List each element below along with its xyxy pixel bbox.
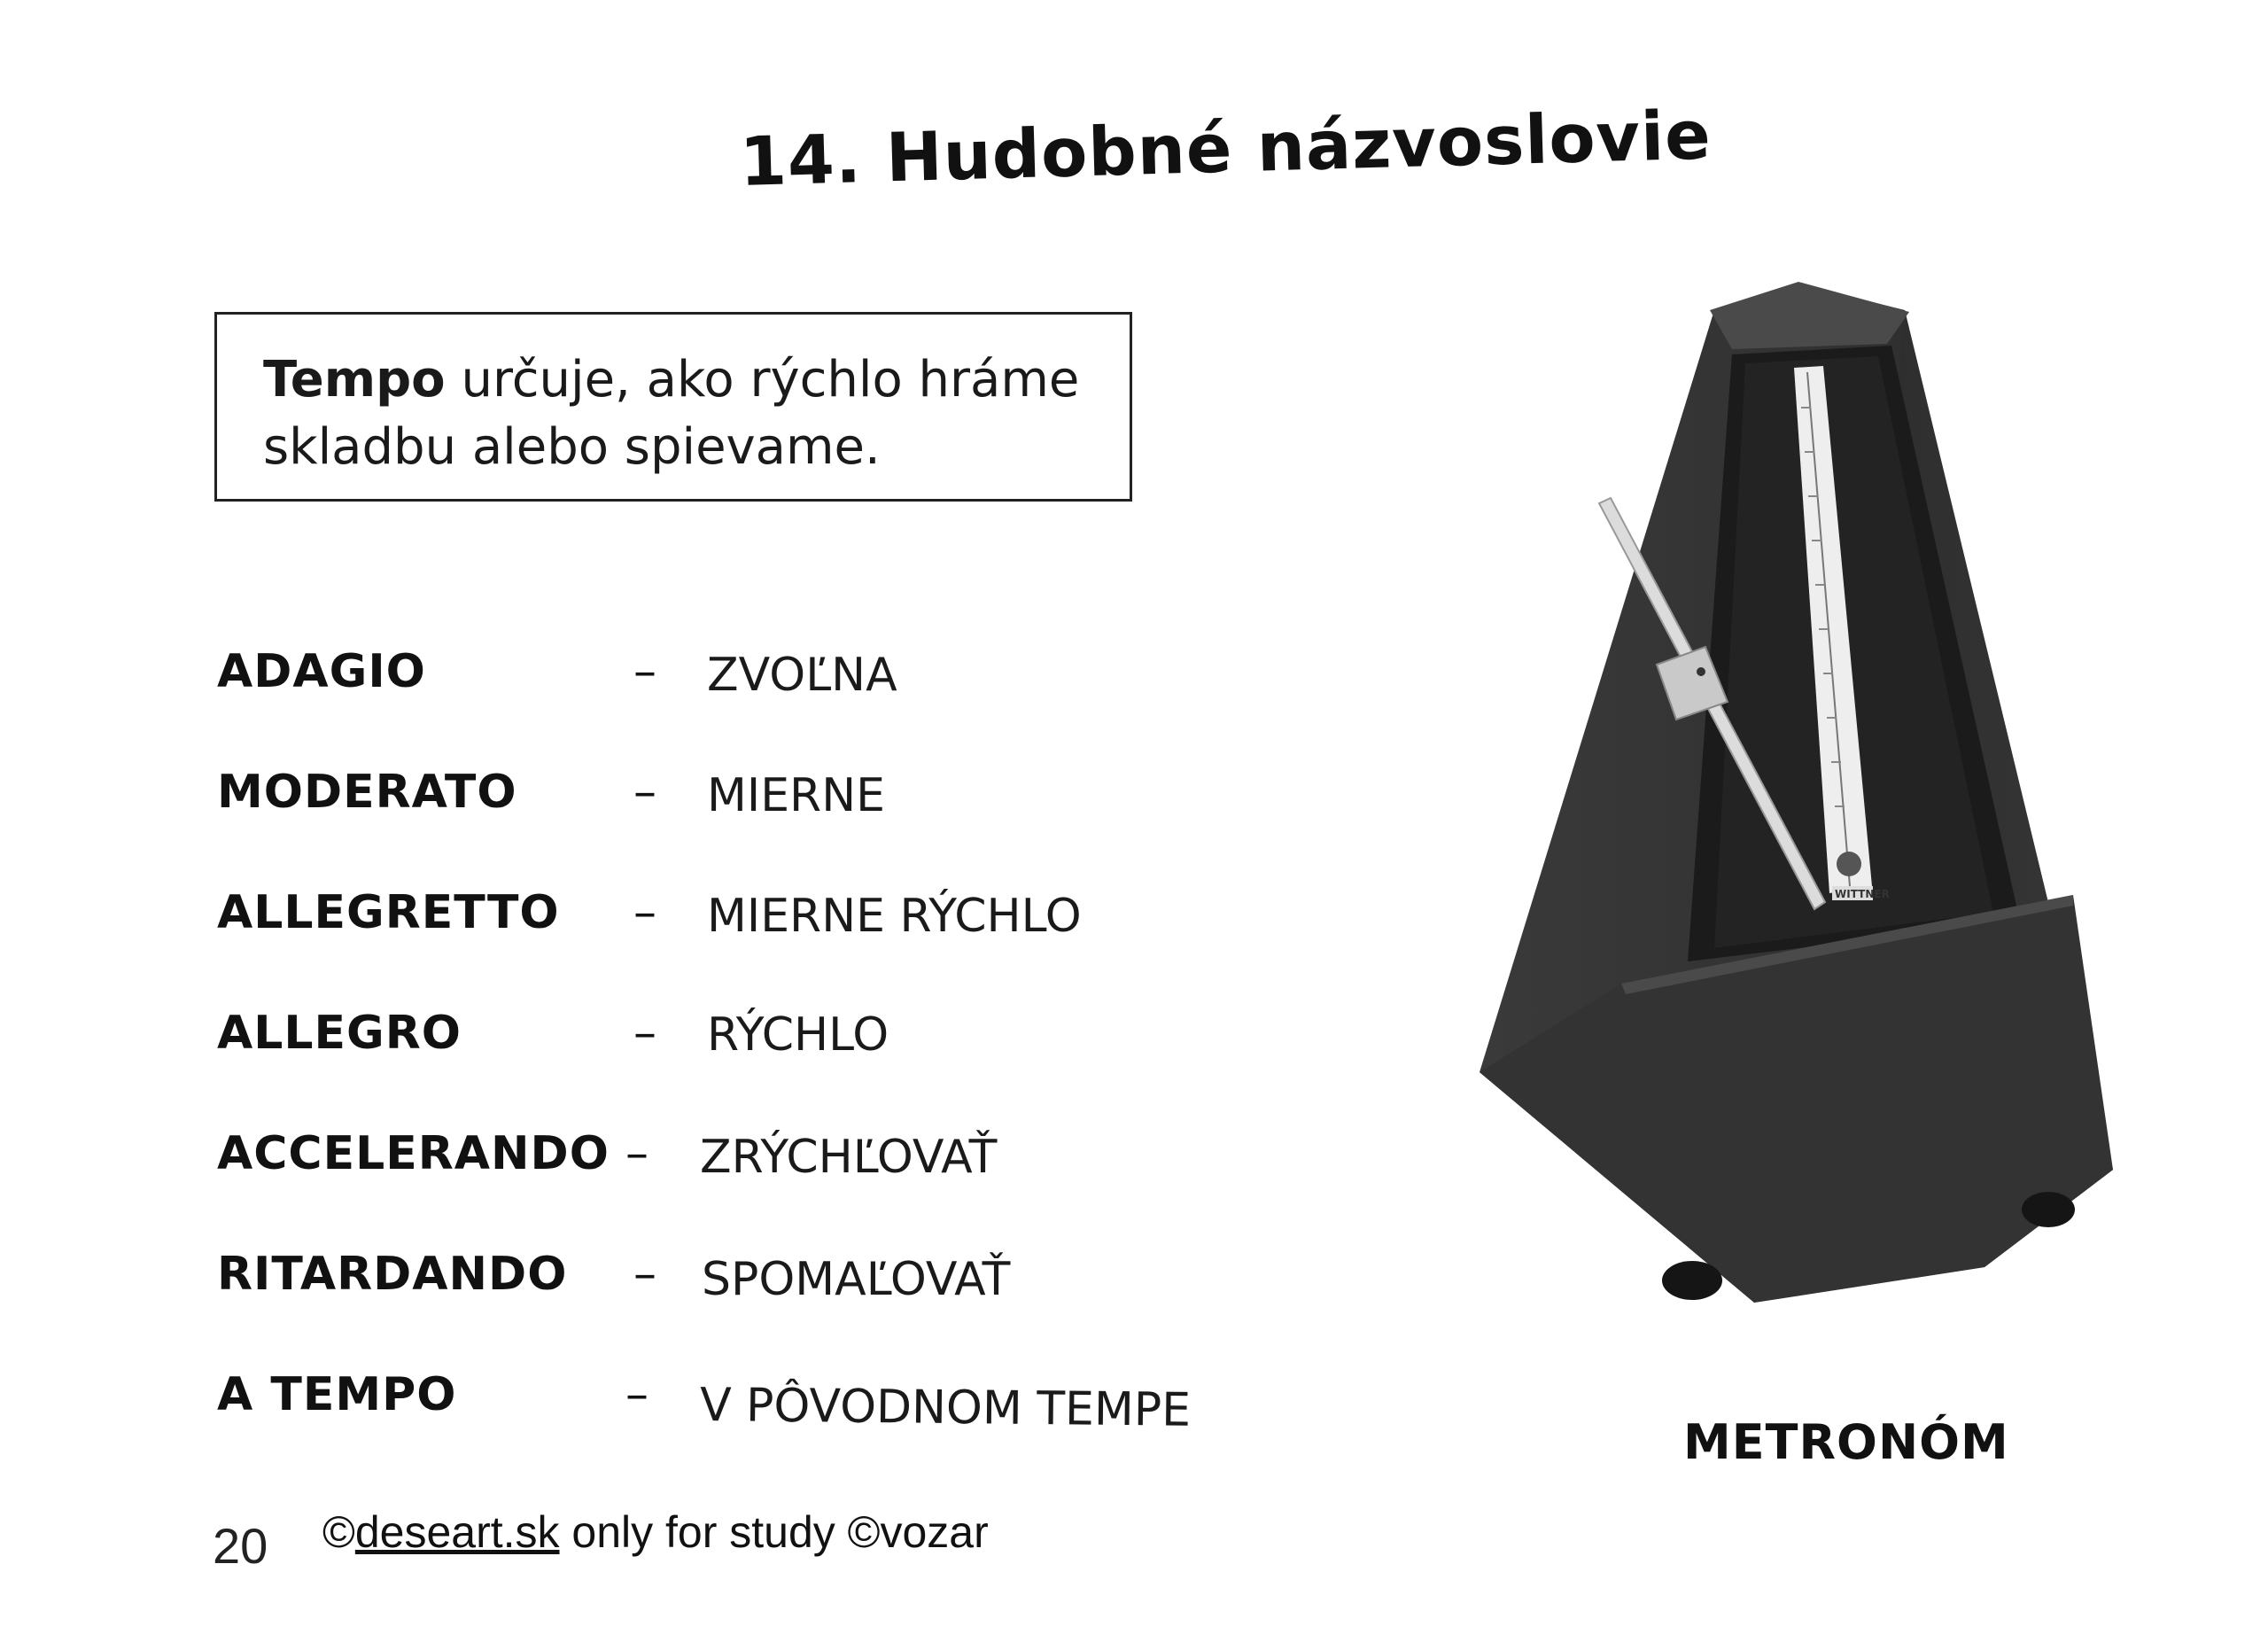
term-row	[0, 766, 1329, 836]
term-meaning: MIERNE RÝCHLO	[707, 890, 1082, 943]
page-footer	[213, 1506, 1364, 1574]
term-dash: –	[625, 1368, 649, 1421]
term-meaning: SPOMAĽOVAŤ	[702, 1253, 1011, 1306]
term-row	[0, 886, 1329, 957]
term-meaning: MIERNE	[707, 769, 885, 822]
term-meaning: ZRÝCHĽOVAŤ	[700, 1131, 998, 1184]
term-dash: –	[633, 766, 656, 819]
term-name: ADAGIO	[217, 645, 426, 698]
metronome-image	[1453, 275, 2135, 1311]
definition-rest: určuje, ako rýchlo hráme skladbu alebo spievame.	[263, 351, 1080, 476]
term-row	[0, 645, 1329, 716]
term-meaning: RÝCHLO	[707, 1008, 889, 1062]
term-dash: –	[633, 886, 656, 939]
scale-brand: WITTNER	[1835, 888, 1890, 900]
page-title: 14. Hudobné názvoslovie	[738, 95, 1713, 201]
term-dash: –	[633, 1248, 656, 1301]
copyright-suffix: only for study ©vozar	[559, 1507, 989, 1557]
term-name: RITARDANDO	[217, 1248, 568, 1301]
term-name: MODERATO	[217, 766, 517, 819]
term-row	[0, 1007, 1329, 1078]
image-caption: METRONÓM	[1683, 1414, 2009, 1470]
term-dash: –	[625, 1127, 649, 1180]
term-meaning: ZVOĽNA	[707, 649, 897, 702]
term-meaning: V PÔVODNOM TEMPE	[699, 1379, 1192, 1437]
site-link[interactable]: deseart.sk	[354, 1507, 560, 1557]
copyright-notice	[322, 1506, 989, 1558]
term-row	[0, 1248, 1329, 1319]
page-number: 20	[213, 1518, 268, 1574]
term-row	[0, 1127, 1329, 1198]
term-name: ACCELERANDO	[217, 1127, 610, 1180]
copyright-prefix: ©	[322, 1507, 355, 1557]
definition-keyword: Tempo	[263, 351, 446, 408]
term-name: ALLEGRO	[217, 1007, 462, 1060]
term-name: A TEMPO	[217, 1368, 457, 1421]
term-row	[0, 1368, 1329, 1439]
term-dash: –	[633, 1007, 656, 1060]
term-name: ALLEGRETTO	[217, 886, 560, 939]
term-dash: –	[633, 645, 656, 698]
